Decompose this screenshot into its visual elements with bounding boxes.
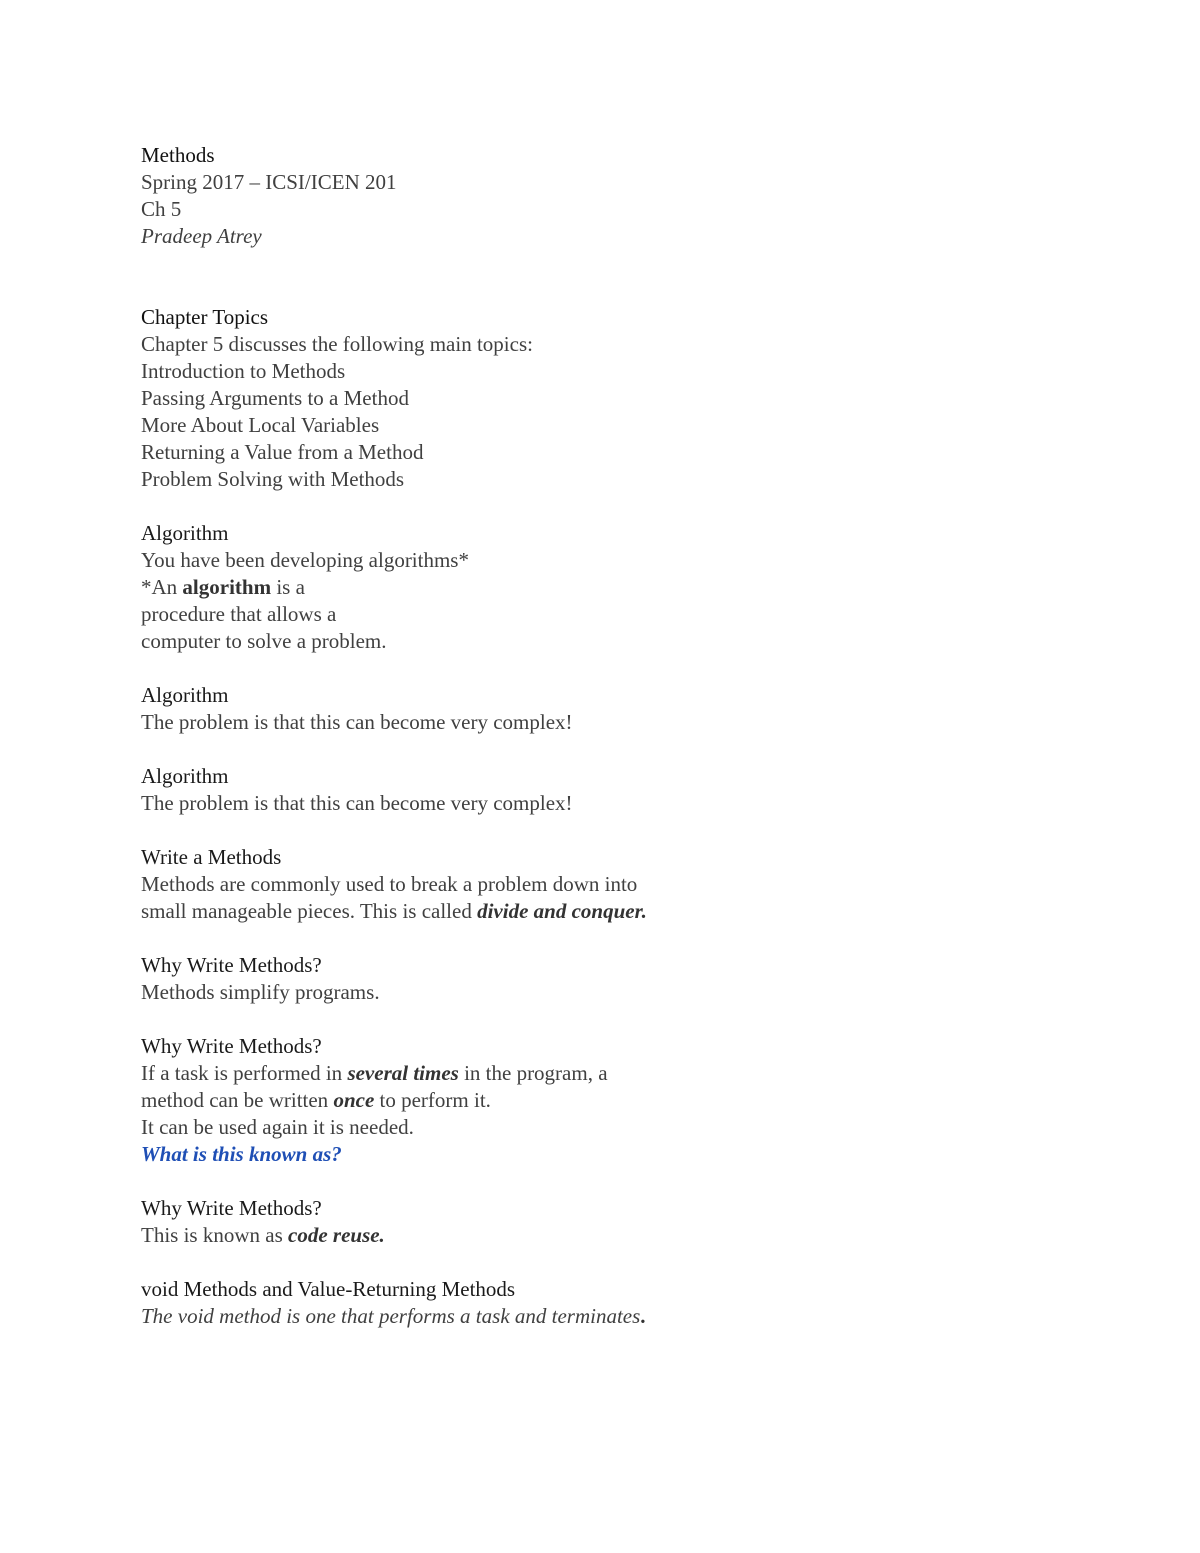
void-methods-heading: void Methods and Value-Returning Methods (141, 1277, 516, 1301)
algorithm-line: computer to solve a problem. (141, 629, 387, 653)
text-fragment: to perform it. (374, 1088, 491, 1112)
write-methods-heading: Write a Methods (141, 845, 282, 869)
topic-item: Returning a Value from a Method (141, 440, 424, 464)
spacer (141, 1006, 1081, 1033)
algorithm-heading: Algorithm (141, 683, 229, 707)
spacer (141, 1168, 1081, 1195)
spacer (141, 277, 1081, 304)
algorithm-line: The problem is that this can become very complex! (141, 791, 573, 815)
text-fragment: in the program, a (458, 1061, 608, 1085)
why-line (141, 1087, 1081, 1114)
topic-item: Problem Solving with Methods (141, 467, 405, 491)
emphasis-term: code reuse. (288, 1223, 385, 1247)
why-line: Methods simplify programs. (141, 980, 380, 1004)
spacer (141, 655, 1081, 682)
why-line (141, 1060, 1081, 1087)
topics-intro: Chapter 5 discusses the following main topics: (141, 332, 533, 356)
text-fragment: If a task is performed in (141, 1061, 348, 1085)
chapter-line: Ch 5 (141, 197, 182, 221)
document-title: Methods (141, 143, 215, 167)
algorithm-definition-line (141, 574, 1081, 601)
void-methods-line (141, 1303, 1081, 1330)
why-line (141, 1222, 1081, 1249)
write-methods-line: Methods are commonly used to break a problem down into (141, 872, 638, 896)
topic-item: Passing Arguments to a Method (141, 386, 409, 410)
spacer (141, 925, 1081, 952)
why-heading: Why Write Methods? (141, 1196, 322, 1220)
algorithm-heading: Algorithm (141, 764, 229, 788)
spacer (141, 250, 1081, 277)
topics-heading: Chapter Topics (141, 305, 269, 329)
algorithm-line: The problem is that this can become very complex! (141, 710, 573, 734)
text-fragment: method can be written (141, 1088, 334, 1112)
spacer (141, 736, 1081, 763)
algorithm-line: procedure that allows a (141, 602, 337, 626)
bold-term: algorithm (182, 575, 272, 599)
text-fragment: . (640, 1304, 646, 1328)
emphasis-term: divide and conquer. (477, 899, 647, 923)
text-fragment: small manageable pieces. This is called (141, 899, 478, 923)
text-fragment: The void method is one that performs a task and terminates (141, 1304, 641, 1328)
course-line: Spring 2017 – ICSI/ICEN 201 (141, 170, 397, 194)
text-fragment: This is known as (141, 1223, 288, 1247)
why-heading: Why Write Methods? (141, 953, 322, 977)
question-line: What is this known as? (141, 1142, 342, 1166)
algorithm-line: You have been developing algorithms* (141, 548, 469, 572)
spacer (141, 493, 1081, 520)
topic-item: Introduction to Methods (141, 359, 346, 383)
document-page (141, 142, 1081, 1330)
text-fragment: *An (141, 575, 183, 599)
emphasis-term: once (333, 1088, 375, 1112)
why-line: It can be used again it is needed. (141, 1115, 414, 1139)
algorithm-heading: Algorithm (141, 521, 229, 545)
write-methods-line (141, 898, 1081, 925)
text-fragment: is a (271, 575, 305, 599)
emphasis-term: several times (347, 1061, 459, 1085)
topic-item: More About Local Variables (141, 413, 380, 437)
spacer (141, 1249, 1081, 1276)
author-line: Pradeep Atrey (141, 224, 262, 248)
why-heading: Why Write Methods? (141, 1034, 322, 1058)
spacer (141, 817, 1081, 844)
